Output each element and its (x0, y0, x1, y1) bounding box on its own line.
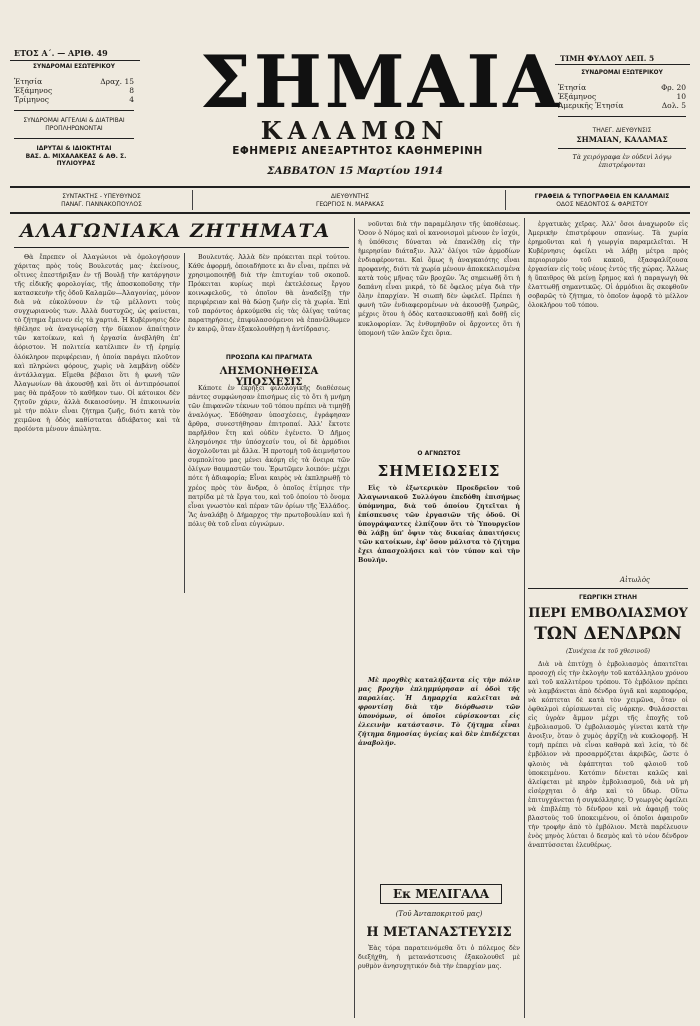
editor-name: ΠΑΝΑΓ. ΓΙΑΝΝΑΚΟΠΟΥΛΟΣ (61, 201, 142, 208)
article2-section: ΠΡΟΣΩΠΑ ΚΑΙ ΠΡΑΓΜΑΤΑ (225, 354, 313, 361)
article2-headline: ΛΗΣΜΟΝΗΘΕΙΣΑ ΥΠΟΣΧΕΣΙΣ (219, 366, 319, 388)
article4-headline: Εκ ΜΕΛΙΓΑΛΑ (392, 887, 490, 901)
article4-subhead: Η ΜΕΤΑΝΑΣΤΕΥΣΙΣ (366, 925, 512, 940)
article2-text: Κάποτε ἐν ἐκρήξει φιλολογικῆς διαθέσεως πάντες συμφώνησαν ἐπισήμως εἰς τὸ ὅτι ἡ μνήμη τῶν ἐπιφανῶν τέκνων τοῦ τόπου πρέπει νὰ τιμηθῇ ἀναλόγως. Ἐδόθησαν ὑποσχέσεις, ἐγράφησαν ἄρθρα, συνεστήθησαν ἐπιτροπαί. Ἀλλ' ἔκτοτε παρῆλθον ἔτη καὶ οὐδὲν ἐγένετο. Ὁ Δῆμος ἐλησμόνησε τὴν ὑπόσχεσίν του, οἱ δὲ ἁρμόδιοι ἀσχολοῦνται μὲ ἄλλα. Ἡ προτομὴ τοῦ ἀειμνήστου συμπολίτου μας μένει ἀκόμη εἰς τὰ ὄνειρα τῶν ὀλίγων θαυμαστῶν του. Ἐρωτῶμεν λοιπόν: μέχρι πότε ἡ ἀδιαφορία; Εἶναι καιρὸς νὰ ἐκπληρωθῇ τὸ χρέος πρὸς τὸν ἄνδρα, ὁ ὁποῖος ἐτίμησε τὴν πατρίδα μὲ τὰ ἔργα του, καὶ τοῦ ὁποίου τὸ ὄνομα εἶναι γνωστὸν καὶ πέραν τῶν ὁρίων τῆς Ἑλλάδος. Ἂς ἀναλάβῃ ὁ Δήμαρχος τὴν πρωτοβουλίαν καὶ ἡ πόλις θὰ τοῦ εἶναι εὐγνώμων. (188, 385, 350, 528)
main-headline: ΑΛΑΓΩΝΙΑΚΑ ΖΗΤΗΜΑΤΑ (20, 220, 331, 242)
subs-left-note: ΣΥΝΔΡΟΜΑΙ ΑΓΓΕΛΙΑΙ & ΔΙΑΤΡΙΒΑΙ ΠΡΟΠΛΗΡΩΝΟΝΤΑΙ (23, 117, 125, 132)
article3-headline: ΣΗΜΕΙΩΣΕΙΣ (377, 462, 501, 480)
subs-left-value: 4 (129, 95, 134, 104)
subs-right-label: Ἐτησία (558, 83, 587, 92)
editor-label: ΣΥΝΤΑΚΤΗΣ - ΥΠΕΥΘΥΝΟΣ (62, 193, 141, 200)
article3-text: Μὲ προχθὲς καταλήξαντα εἰς τὴν πόλιν μας βροχὴν ἐπλημμύρησαν αἱ ὁδοὶ τῆς παραλίας. Ἡ Δημαρχία καλεῖται νὰ φροντίσῃ διὰ τὴν διόρθωσιν τῶν ὑπονόμων, οἱ ὁποῖοι εὑρίσκονται εἰς ἐλεεινὴν κατάστασιν. Τὸ ζήτημα εἶναι ζήτημα δημοσίας ὑγείας καὶ δὲν ἐπιδέχεται ἀναβολήν. (358, 677, 520, 748)
subs-left-heading: ΣΥΝΔΡΟΜΑΙ ΕΣΩΤΕΡΙΚΟΥ (33, 64, 115, 70)
right-section: ΓΕΩΡΓΙΚΗ ΣΤΗΛΗ (578, 594, 638, 601)
main-article-text: νοῦνται διὰ τὴν παραμέλησιν τῆς ὑποθέσεως. Ὅσον ὁ Νόμος καὶ οἱ κανονισμοὶ μένουν ἐν ἰσχύι, ἡ ὑπόθεσις δύναται νὰ ἐπανέλθῃ εἰς τὴν ἡμερησίαν διάταξιν. Ἀλλ' ὀλίγοι τῶν ἀρμοδίων ἐνδιαφέρονται. Καὶ ὅμως ἡ ἀναγκαιότης εἶναι προφανής, διότι τὰ χωρία μένουν ἀποκεκλεισμένα κατὰ τοὺς μῆνας τῶν βροχῶν. Ἂς σημειωθῇ ὅτι ἡ δαπάνη εἶναι μικρά, τὸ δὲ ὄφελος μέγα διὰ τὴν ὅλην ἐπαρχίαν. Ἡ σιωπὴ δὲν ὠφελεῖ. Πρέπει ἡ φωνὴ τῶν ἐνδιαφερομένων νὰ ἀκουσθῇ ζωηρῶς, μέχρις ὅτου ἡ ὁδὸς κατασκευασθῇ καὶ δοθῇ εἰς κυκλοφορίαν. Ἂς ἐνθυμηθοῦν οἱ ἄρχοντες ὅτι ἡ ὑπομονὴ τῶν λαῶν ἔχει ὅρια. (358, 221, 520, 337)
masthead-tagline: ΕΦΗΜΕΡΙΣ ΑΝΕΞΑΡΤΗΤΟΣ ΚΑΘΗΜΕΡΙΝΗ (232, 145, 483, 157)
right-headline-1: ΠΕΡΙ ΕΜΒΟΛΙΑΣΜΟΥ (528, 606, 688, 621)
subs-right-label: Ἑξάμηνος (558, 92, 597, 101)
founders: ΒΑΣ. Δ. ΜΙΧΑΛΑΚΕΑΣ & ΑΘ. Σ. ΠΥΛΙΟΥΡΑΣ (25, 152, 127, 168)
director-label: ΔΙΕΥΘΥΝΤΗΣ (330, 193, 370, 200)
main-article-text: Βουλευτάς. Ἀλλὰ δὲν πρόκειται περὶ τούτου. Κάθε ἀφορμή, ὁποιαδήποτε κι ἂν εἶναι, πρέπει νὰ χρησιμοποιηθῇ διὰ τὴν ἐπιτυχίαν τοῦ σκοποῦ. Πρόκειται κυρίως περὶ ἐκτελέσεως ἔργου κοινωφελοῦς, τὸ ὁποῖον θὰ ἀναδείξῃ τὴν περιφέρειαν καὶ θὰ δώσῃ ζωὴν εἰς τὰ χωρία. Ἐπὶ τοῦ παρόντος ἀρκούμεθα εἰς τὰς ὀλίγας ταύτας παρατηρήσεις, ἐπιφυλασσόμενοι νὰ ἐπανέλθωμεν ἐν καιρῷ, ὅταν ἐξακολουθήσῃ ἡ ἀντίδρασις. (188, 254, 350, 334)
office-address: ΟΔΟΣ ΝΕΔΟΝΤΟΣ & ΦΑΡΙΣΤΟΥ (556, 201, 648, 208)
subs-left-label: Ἑξάμηνος (14, 86, 53, 95)
subs-right-value: Δολ. 5 (661, 101, 686, 110)
subscriptions-right (558, 70, 686, 170)
office-label: ΓΡΑΦΕΙΑ & ΤΥΠΟΓΡΑΦΕΙΑ ΕΝ ΚΑΛΑΜΑΙΣ (534, 193, 670, 200)
subs-left-value: 8 (129, 86, 134, 95)
article4-byline: (Τοῦ Ἀνταποκριτοῦ μας) (395, 910, 483, 918)
main-article-col3 (358, 220, 520, 440)
right-article-body (528, 220, 688, 560)
telegraph-heading: ΤΗΛΕΓ. ΔΙΕΥΘΥΝΣΙΣ (592, 127, 652, 134)
founders-heading: ΙΔΡΥΤΑΙ & ΙΔΙΟΚΤΗΤΑΙ (36, 145, 112, 153)
subs-right-label: Ἀμερικῆς Ἐτησία (558, 101, 624, 110)
subs-right-value: 10 (676, 92, 686, 101)
manuscripts-note: Τὰ χειρόγραφα ἐν οὐδενὶ λόγῳ ἐπιστρέφονται (572, 153, 672, 169)
article4-body (358, 944, 520, 1020)
subs-right-value: Φρ. 20 (661, 83, 686, 92)
issue-number: ΕΤΟΣ Α΄. — ΑΡΙΘ. 49 (14, 48, 108, 58)
right-headline-2: ΤΩΝ ΔΕΝΔΡΩΝ (534, 624, 682, 644)
subs-left-value: Δραχ. 15 (100, 77, 134, 86)
right-article-body2 (528, 660, 688, 1020)
article2-body (188, 384, 350, 1020)
article4-headline-box (380, 884, 502, 904)
main-article-col1 (14, 253, 180, 1021)
subs-left-label: Ἐτησία (14, 77, 43, 86)
subscriptions-left (14, 64, 134, 168)
article3-section: Ο ΑΓΝΩΣΤΟΣ (417, 450, 461, 457)
subs-left-label: Τρίμηνος (14, 95, 49, 104)
article3-body1 (358, 484, 520, 672)
main-article-col2 (188, 253, 350, 347)
subs-right-heading: ΣΥΝΔΡΟΜΑΙ ΕΞΩΤΕΡΙΚΟΥ (581, 70, 663, 76)
right-article-text: ἐργατικὰς χεῖρας. Ἀλλ' ὅσοι ἀναχωροῦν εἰς Ἀμερικὴν ἐπιστρέφουν σπανίως. Τὰ χωρία ἐρημοῦνται καὶ ἡ γεωργία παραμελεῖται. Ἡ Κυβέρνησις ὀφείλει νὰ λάβῃ μέτρα πρὸς περιορισμὸν τοῦ κακοῦ, ἐξασφαλίζουσα ἐργασίαν εἰς τοὺς νέους ἐντὸς τῆς χώρας. Ἄλλως ἡ ὕπαιθρος θὰ μείνῃ ἔρημος καὶ ἡ παραγωγὴ θὰ ἐλαττωθῇ σημαντικῶς. Οἱ ἀρμόδιοι ἂς σκεφθοῦν σοβαρῶς τὸ ζήτημα, τὸ ὁποῖον ἀφορᾷ τὸ μέλλον ὁλοκλήρου τοῦ τόπου. (528, 221, 688, 310)
telegraph-address: ΣΗΜΑΙΑΝ, ΚΑΛΑΜΑΣ (576, 134, 668, 144)
masthead-title: ΣΗΜΑΙΑ (200, 39, 563, 124)
right-article-text: Διὰ νὰ ἐπιτύχῃ ὁ ἐμβολιασμὸς ἀπαιτεῖται προσοχὴ εἰς τὴν ἐκλογὴν τοῦ κατάλληλου χρόνου καὶ τοῦ καλλιτέρου τρόπου. Τὸ ἐμβόλιον πρέπει νὰ λαμβάνεται ἀπὸ δένδρα ὑγιᾶ καὶ καρποφόρα, νὰ κόπτεται δὲ κατὰ τὸν χειμῶνα, ὅταν οἱ ὀφθαλμοὶ εὑρίσκωνται εἰς νάρκην. Φυλάσσεται εἰς ὑγρὰν ἄμμον μέχρι τῆς ἐποχῆς τοῦ ἐμβολιασμοῦ. Ὁ ἐμβολιασμὸς γίνεται κατὰ τὴν ἄνοιξιν, ὅταν ὁ χυμὸς ἀρχίζῃ νὰ κυκλοφορῇ. Ἡ τομὴ πρέπει νὰ εἶναι καθαρὰ καὶ λεία, τὸ δὲ ἐμβόλιον νὰ προσαρμόζεται ἀκριβῶς, ὥστε ὁ φλοιὸς νὰ ἐφάπτηται τοῦ φλοιοῦ τοῦ ὑποκειμένου. Κατόπιν δένεται καλῶς καὶ ἀλείφεται μὲ κηρὸν ἐμβολιασμοῦ, διὰ νὰ μὴ εἰσέρχηται ὁ ἀὴρ καὶ τὸ ὕδωρ. Οὕτω ἐπιτυγχάνεται ἡ συγκόλλησις. Ὁ γεωργὸς ὀφείλει νὰ ἐπιβλέπῃ τὸ δένδρον καὶ νὰ ἀφαιρῇ τοὺς βλαστοὺς τοῦ ὑποκειμένου, οἱ ὁποῖοι ἀφαιροῦν τὴν τροφὴν ἀπὸ τὸ ἐμβόλιον. Μετὰ παρέλευσιν ἑνὸς μηνὸς λύεται ὁ δεσμὸς καὶ τὸ νέον δένδρον ἀναπτύσσεται ἐλευθέρως. (528, 661, 688, 849)
price: ΤΙΜΗ ΦΥΛΛΟΥ ΛΕΠ. 5 (560, 54, 655, 63)
article3-text: Εἰς τὸ ἐξωτερικὸν Προεδρεῖον τοῦ Ἀλαγωνιακοῦ Συλλόγου ἐπεδόθη ἐπισήμως ὑπόμνημα, διὰ τοῦ ὁποίου ζητεῖται ἡ ἐπίσπευσις τῶν ἐργασιῶν τῆς ὁδοῦ. Οἱ ὑπογράψαντες ἐλπίζουν ὅτι τὸ Ὑπουργεῖον θὰ λάβῃ ὑπ' ὄψιν τὰς δικαίας ἀπαιτήσεις τῶν κατοίκων, ἐφ' ὅσον μάλιστα τὸ ζήτημα ἔχει ἀπασχολήσει καὶ τὸν τύπον καὶ τὴν Βουλήν. (358, 485, 520, 565)
masthead-subtitle: ΚΑΛΑΜΩΝ (260, 116, 450, 145)
director-name: ΓΕΩΡΓΙΟΣ Ν. ΜΑΡΑΚΑΣ (315, 201, 384, 208)
article3-body2 (358, 676, 520, 886)
article4-text: Ἐὰς τόρα παρατεινόμεθα ὅτι ὁ πόλεμος δὲν διεξήχθη, ἡ μετανάστευσις ἐξακολουθεῖ μὲ ρυθμὸν ἀνησυχητικόν διὰ τὴν ἐπαρχίαν μας. (358, 945, 520, 971)
right-note: (Συνέχεια ἐκ τοῦ χθεσινοῦ) (566, 648, 650, 655)
main-article-text: Θὰ ἔπρεπεν οἱ Ἀλαγώνιοι νὰ ὁμολογήσουν χάριτας πρὸς τοὺς Βουλευτάς μας· ἐκείνους, οἵτινες ἐπεστήριξαν ἐν τῇ Βουλῇ τὴν κατάργησιν τῆς εἰδικῆς φορολογίας, τῆς ἀποσκοποῦσης τὴν κατασκευὴν τῆς ὁδοῦ Καλαμῶν—Ἀλαγονίας, μόνον διὰ νὰ εὐκολύνουν ἐν τῷ μέλλοντι τοὺς συγχωριανοὺς των. Ἀλλὰ δυστυχῶς, ὡς φαίνεται, τὸ ζήτημα ἔμεινεν εἰς τὰ χαρτιά. Ἡ Κυβέρνησις δὲν ἠθέλησε νὰ ἀναγνωρίσῃ τὴν δίκαιον ἀπαίτησιν τῶν κατοίκων, καὶ ἡ ἐργασία ἀνεβλήθη ἐπ' ἀόριστον. Ἡ πολιτεία κατέλιπεν ἐν τῇ ἐρημίᾳ ὁλόκληρον περιφέρειαν, ἡ ὁποία παράγει πλοῦτον καὶ πληρώνει φόρους, χωρὶς νὰ λαμβάνῃ οὐδὲν ἀντάλλαγμα. Εἴμεθα βέβαιοι ὅτι ἡ φωνὴ τῶν Ἀλαγωνίων θὰ ἀκουσθῇ καὶ ὅτι οἱ ἀντιπρόσωποί μας θὰ πράξουν τὸ καθῆκον των. Οἱ κάτοικοι δὲν ζητοῦν χάριν, ἀλλὰ δικαιοσύνην. Ἡ ἐπικοινωνία μὲ τὴν πόλιν εἶναι ζήτημα ζωῆς, διότι κατὰ τὸν χειμῶνα ἡ ὁδὸς καθίσταται ἀδιάβατος καὶ τὰ προϊόντα μένουν ἀπώλητα. (14, 254, 180, 433)
signature: Αἰτωλὸς (620, 576, 650, 584)
masthead-date: ΣΑΒΒΑΤΟΝ 15 Μαρτίου 1914 (267, 165, 443, 177)
